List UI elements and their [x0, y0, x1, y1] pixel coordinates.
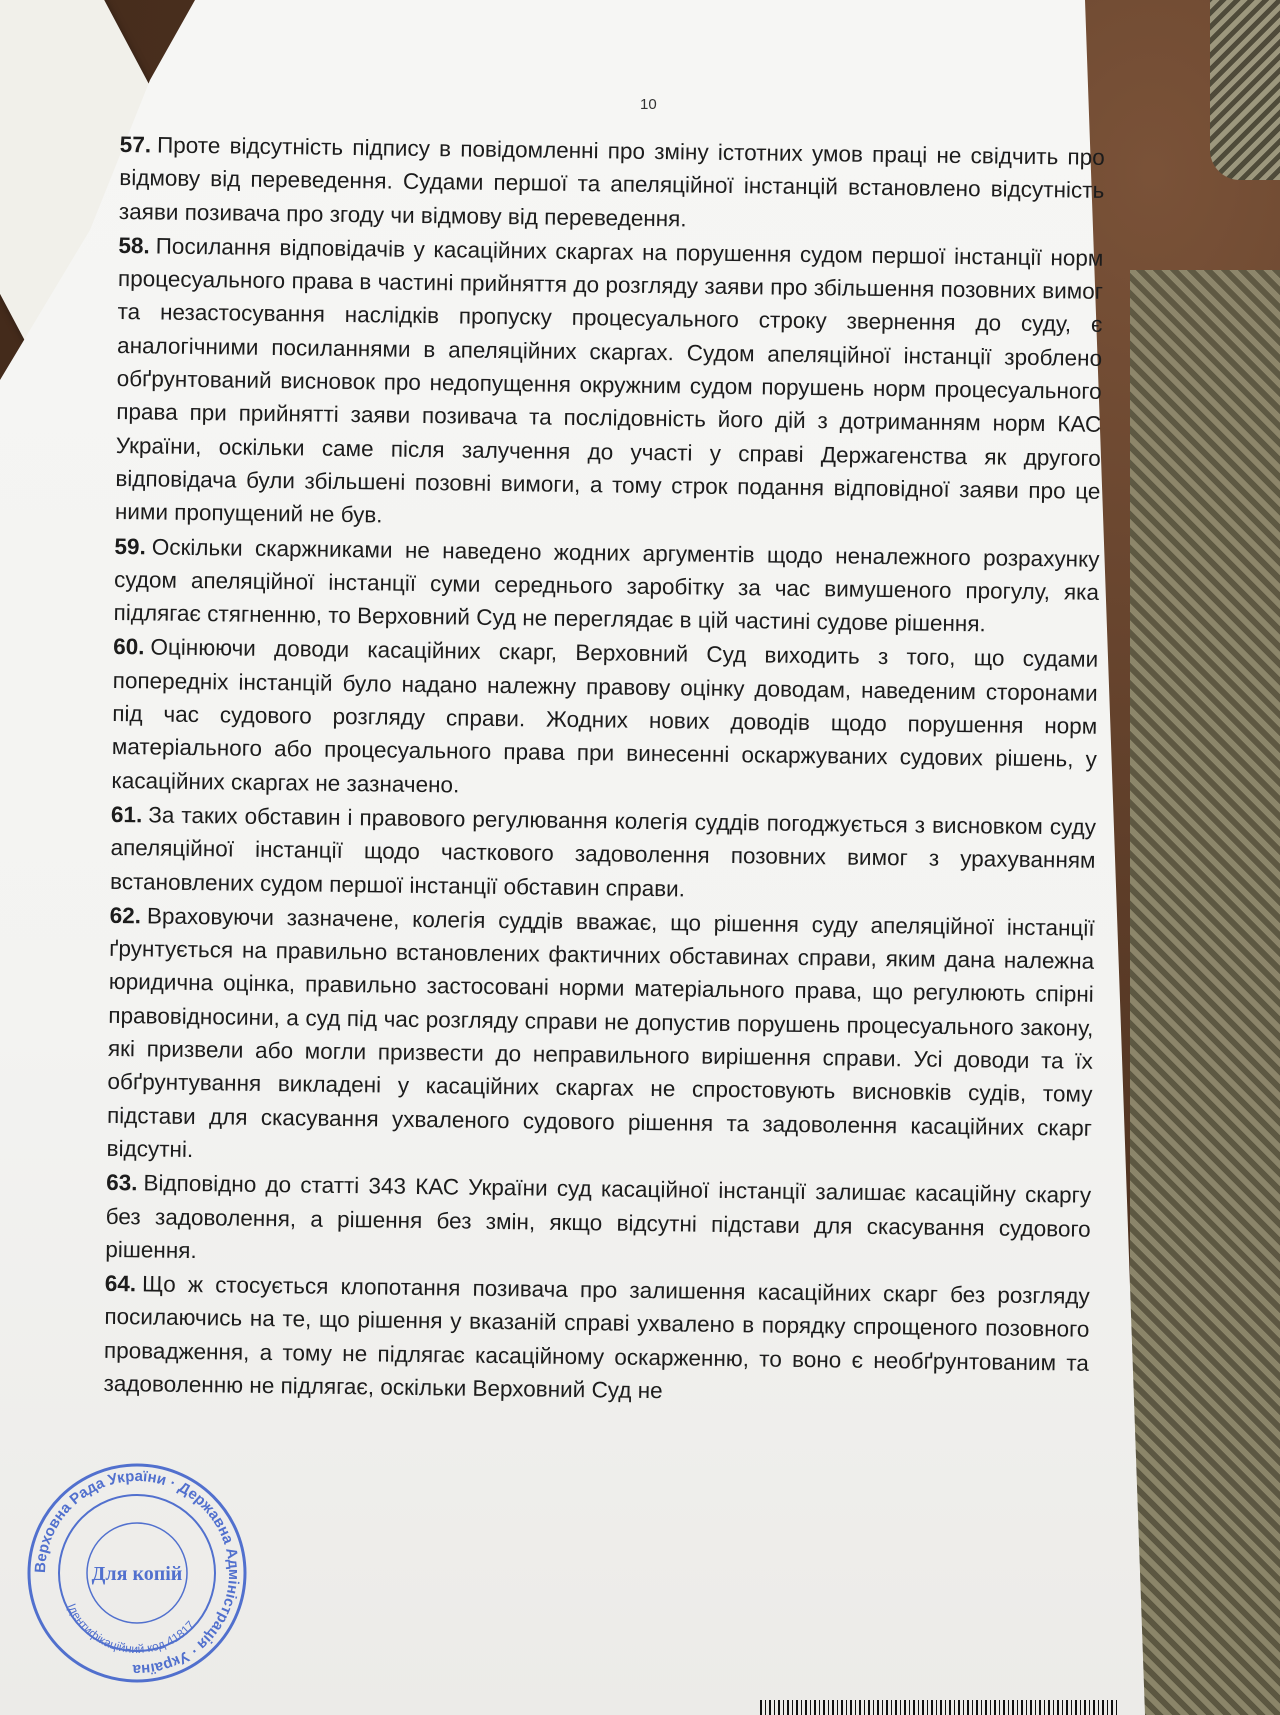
paragraph-number: 61.: [110, 801, 143, 828]
paragraph-number: 62.: [109, 902, 142, 929]
official-stamp: [22, 1458, 252, 1688]
stamp-inner-text: Для копій: [91, 1563, 183, 1585]
placemat: [1130, 270, 1280, 1715]
paragraph-57: [119, 128, 1105, 241]
paragraph-number: 63.: [106, 1170, 138, 1196]
document-body: [103, 128, 1105, 1414]
stamp-outer-text: Верховна Рада України · Державна Адміністрація · Україна: [31, 1467, 243, 1679]
svg-text:Ідентифікаційний код 41817: [64, 1601, 197, 1656]
paragraph-number: 58.: [118, 232, 150, 259]
paragraph-62: [106, 899, 1094, 1178]
paragraph-text: Відповідно до статті 343 КАС України суд касаційної інстанції залишає касаційну скаргу без задоволення, а рішення без змін, якщо відсутні підстави для скасування судового рішення.: [105, 1170, 1092, 1263]
paragraph-text: Оскільки скаржниками не наведено жодних аргументів щодо неналежного розрахунку судом апеляційної інстанції суми середнього заробітку за час вимушеного прогулу, яка підлягає стягненню, то Верховний Суд не переглядає в цій частині судове рішення.: [113, 534, 1100, 637]
page-number: 10: [640, 96, 657, 113]
paragraph-58: [115, 229, 1104, 542]
paragraph-number: 57.: [119, 131, 152, 158]
paragraph-text: За таких обставин і правового регулювання колегія суддів погоджується з висновком суду апеляційної інстанції щодо часткового задоволення позовних вимог з урахуванням встановлених судом першої інстанції обставин справи.: [109, 802, 1097, 901]
paragraph-text: Проте відсутність підпису в повідомленні про зміну істотних умов праці не свідчить про відмову від переведення. Судами першої та апеляційної інстанцій встановлено відсутність заяви позивача про згоду чи відмову від переведення.: [118, 132, 1105, 232]
paragraph-63: [105, 1166, 1091, 1279]
paragraph-59: [113, 530, 1099, 643]
paragraph-61: [110, 798, 1096, 911]
stamp-bottom-text: Ідентифікаційний код 41817: [64, 1601, 198, 1657]
barcode: [760, 1700, 1120, 1715]
paragraph-text: Посилання відповідачів у касаційних скаргах на порушення судом першої інстанції норм процесуального права в частині прийняття до розгляду заяви про збільшення позовних вимог та незастосування наслідків пропуску процесуального строку звернення до суду, є аналогічними посиланнями в апеляційних скаргах. Судом апеляційної інстанції зроблено обґрунтований висновок про недопущення окружним судом порушень норм процесуального права при прийнятті заяви позивача та послідовність його дій з дотриманням норм КАС України, оскільки саме після залучення до участі у справі Держагенства як другого відповідача були збільшені позовні вимоги, а тому строк подання відповідної заяви про це ними пропущений не був.: [114, 233, 1104, 528]
paragraph-text: Оцінюючи доводи касаційних скарг, Верховний Суд виходить з того, що судами попередніх інстанцій було надано належну правову оцінку доводам, наведеним сторонами під час судового розгляду справи. Жодних нових доводів щодо порушення норм матеріального або процесуального права при винесенні оскаржуваних судових рішень, у касаційних скаргах не зазначено.: [111, 634, 1099, 798]
paragraph-number: 64.: [104, 1270, 137, 1297]
paragraph-text: Що ж стосується клопотання позивача про залишення касаційних скарг без розгляду посилаючись на те, що рішення у вказаній справі ухвалено в порядку спрощеного позовного провадження, а тому не підлягає касаційному оскарженню, то воно є необґрунтованим та задоволенню не підлягає, оскільки Верховний Суд не: [103, 1271, 1090, 1404]
paragraph-64: [103, 1267, 1090, 1413]
paragraph-text: Враховуючи зазначене, колегія суддів вважає, що рішення суду апеляційної інстанції ґрунтується на правильно встановлених фактичних обставинах справи, яким дана належна юридична оцінка, правильно застосовані норми матеріального права, що регулюють спірні правовідносини, а суд під час розгляду справи не допустив порушень процесуального закону, які призвели або могли призвести до неправильного вирішення справи. Усі доводи та їх обґрунтування викладені у касаційних скаргах не спростовують висновків судів, тому підстави для скасування ухваленого судового рішення та задоволення касаційних скарг відсутні.: [106, 903, 1095, 1162]
placemat-corner: [1210, 0, 1280, 180]
paragraph-number: 60.: [113, 634, 145, 660]
paragraph-60: [111, 630, 1098, 809]
paragraph-number: 59.: [114, 533, 146, 559]
